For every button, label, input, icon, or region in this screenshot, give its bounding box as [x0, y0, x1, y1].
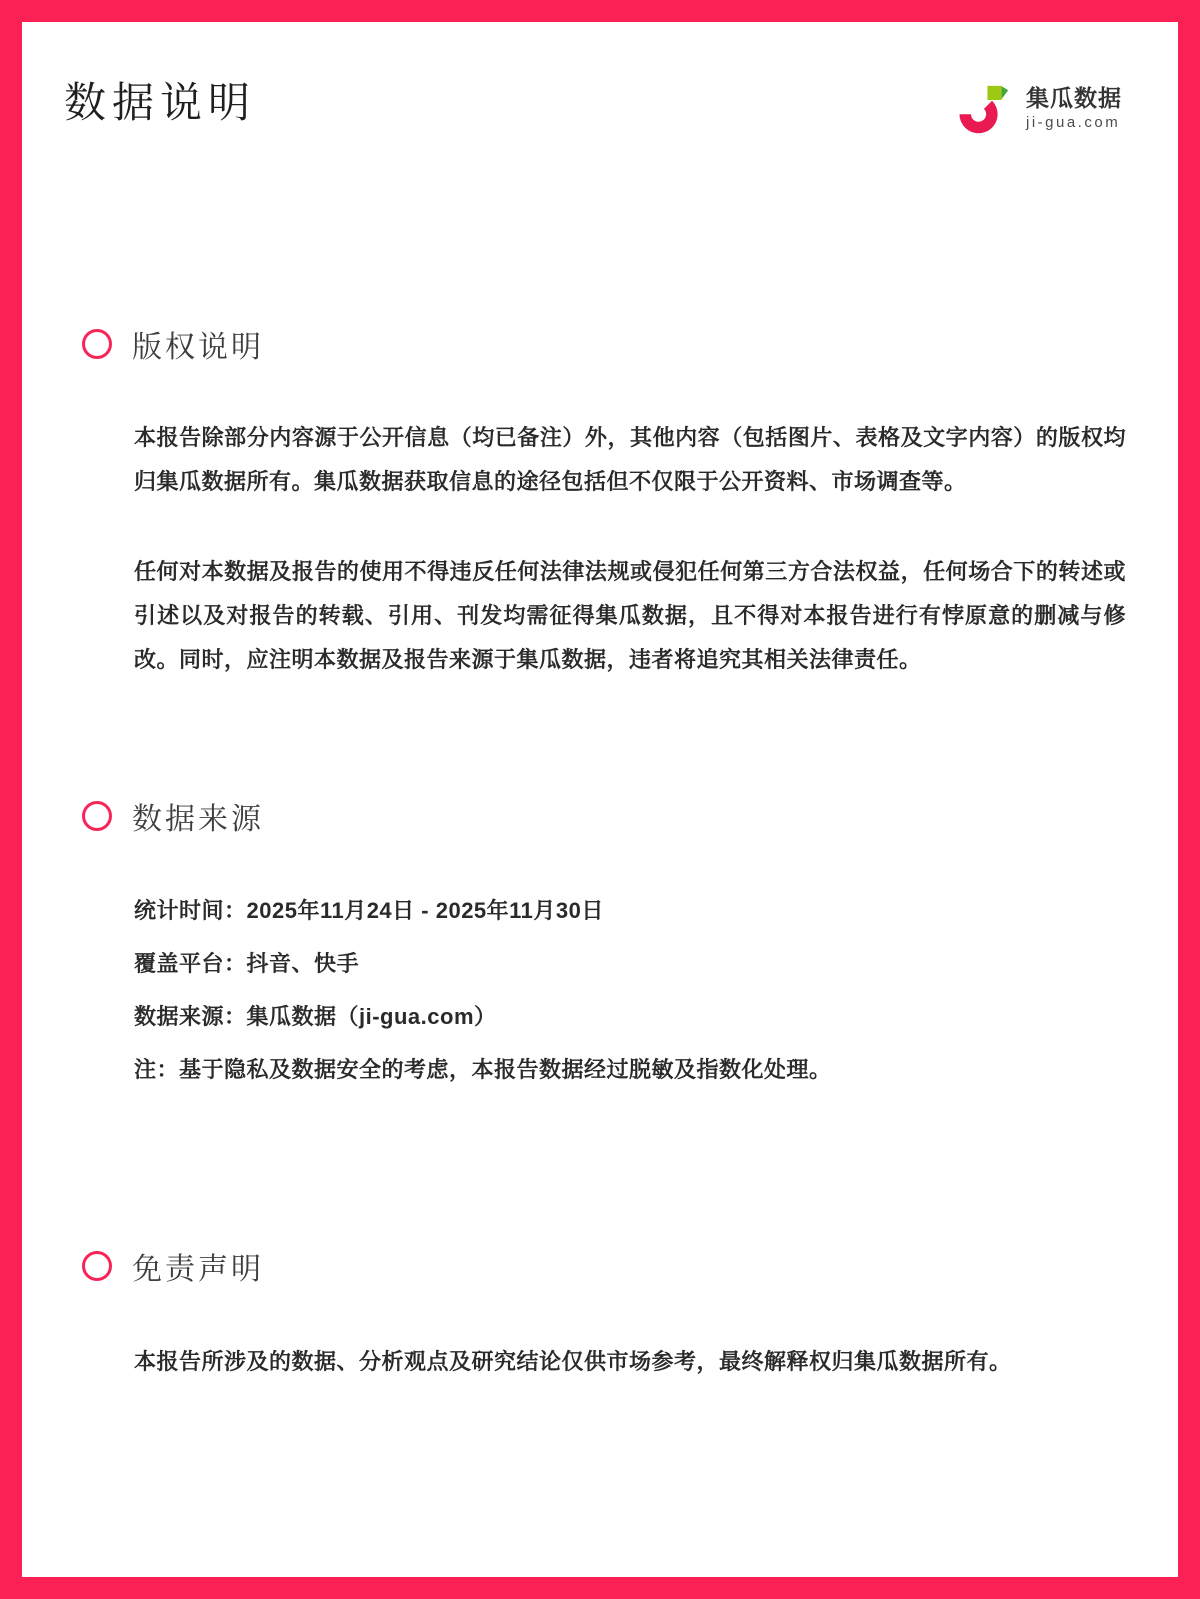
page-inner	[22, 22, 1178, 1577]
source-line-platform: 覆盖平台：抖音、快手	[134, 951, 360, 976]
brand-domain: ji-gua.com	[1026, 113, 1121, 131]
brand-text	[1026, 85, 1122, 131]
source-line-origin: 数据来源：集瓜数据（ji-gua.com）	[134, 1004, 497, 1029]
section-source-header	[82, 794, 1122, 838]
brand-logo	[952, 80, 1122, 136]
brand-name: 集瓜数据	[1026, 85, 1122, 112]
source-data-list	[134, 884, 1126, 1096]
section-copyright	[22, 322, 1178, 682]
section-disclaimer	[22, 1244, 1178, 1384]
disclaimer-paragraph: 本报告所涉及的数据、分析观点及研究结论仅供市场参考，最终解释权归集瓜数据所有。	[134, 1349, 1012, 1374]
section-copyright-header	[82, 322, 1122, 366]
page-header	[22, 22, 1178, 136]
source-line-note: 注：基于隐私及数据安全的考虑，本报告数据经过脱敏及指数化处理。	[134, 1057, 832, 1082]
source-line-time: 统计时间：2025年11月24日 - 2025年11月30日	[134, 898, 604, 923]
jigua-logo-icon	[952, 80, 1014, 136]
circle-bullet-icon	[82, 1251, 112, 1281]
section-source-title: 数据来源	[132, 802, 264, 837]
section-source	[22, 794, 1178, 1096]
page-title: 数据说明	[64, 78, 257, 127]
copyright-paragraph-1: 本报告除部分内容源于公开信息（均已备注）外，其他内容（包括图片、表格及文字内容）的版权均归集瓜数据所有。集瓜数据获取信息的途径包括但不仅限于公开资料、市场调查等。	[134, 425, 1126, 494]
circle-bullet-icon	[82, 329, 112, 359]
copyright-paragraph-2: 任何对本数据及报告的使用不得违反任何法律法规或侵犯任何第三方合法权益，任何场合下的转述或引述以及对报告的转载、引用、刊发均需征得集瓜数据，且不得对本报告进行有悖原意的删减与修改。同时，应注明本数据及报告来源于集瓜数据，违者将追究其相关法律责任。	[134, 559, 1126, 672]
section-disclaimer-header	[82, 1244, 1122, 1288]
circle-bullet-icon	[82, 801, 112, 831]
section-copyright-title: 版权说明	[132, 330, 264, 365]
section-disclaimer-title: 免责声明	[132, 1252, 264, 1287]
